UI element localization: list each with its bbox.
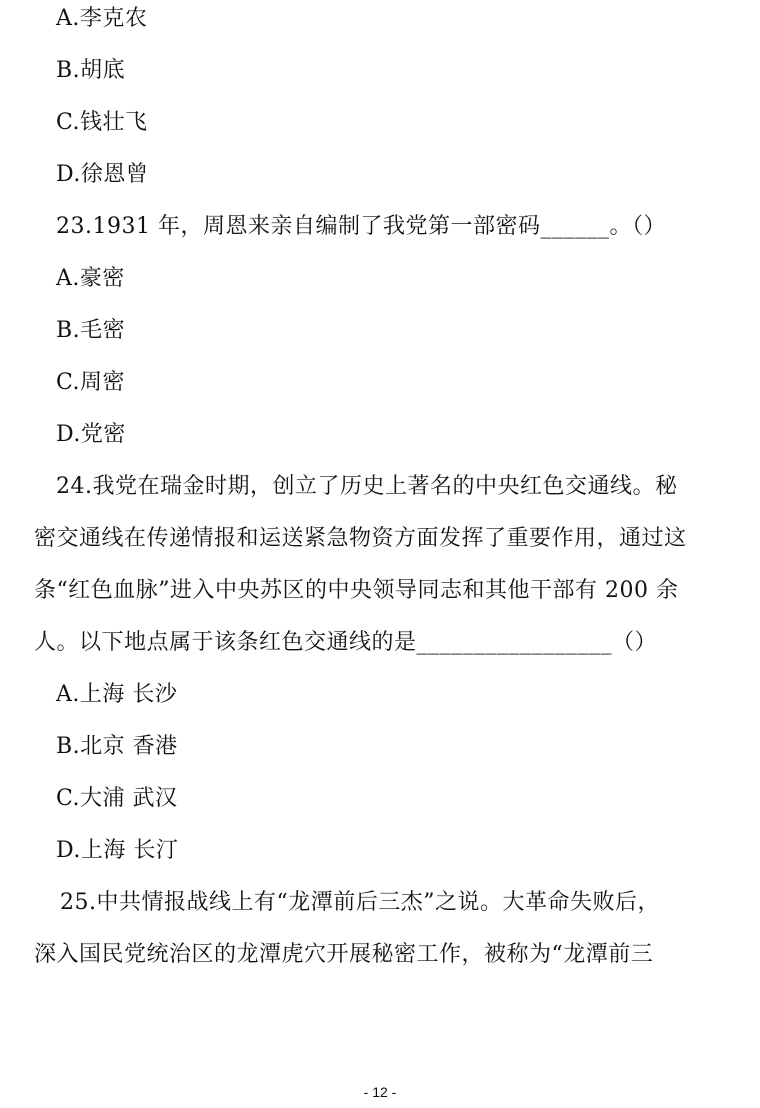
q23-text: 23.1931 年，周恩来亲自编制了我党第一部密码______。（）	[56, 214, 666, 239]
q24-option-c: C.大浦 武汉	[56, 786, 178, 811]
q22-option-c: C.钱壮飞	[56, 110, 148, 135]
q25-text-line-1: 25.中共情报战线上有“龙潭前后三杰”之说。大革命失败后，	[60, 890, 660, 915]
q23-option-c: C.周密	[56, 370, 126, 395]
q22-option-b: B.胡底	[56, 58, 126, 83]
q24-text-line-2: 密交通线在传递情报和运送紧急物资方面发挥了重要作用，通过这	[34, 526, 687, 551]
q24-text-line-4: 人。以下地点属于该条红色交通线的是_________________（）	[34, 630, 658, 655]
q24-option-b: B.北京 香港	[56, 734, 178, 759]
q22-option-d: D.徐恩曾	[56, 162, 149, 187]
q23-option-a: A.豪密	[56, 266, 125, 291]
page-number: - 12 -	[363, 1084, 397, 1100]
q24-option-a: A.上海 长沙	[56, 682, 178, 707]
q23-option-b: B.毛密	[56, 318, 126, 343]
q25-text-line-2: 深入国民党统治区的龙潭虎穴开展秘密工作，被称为“龙潭前三	[34, 942, 654, 967]
q24-text-line-3: 条“红色血脉”进入中央苏区的中央领导同志和其他干部有 200 余	[34, 578, 679, 603]
q24-option-d: D.上海 长汀	[56, 838, 179, 863]
q22-option-a: A.李克农	[56, 6, 148, 31]
q23-option-d: D.党密	[56, 422, 126, 447]
q24-text-line-1: 24.我党在瑞金时期，创立了历史上著名的中央红色交通线。秘	[56, 474, 678, 499]
